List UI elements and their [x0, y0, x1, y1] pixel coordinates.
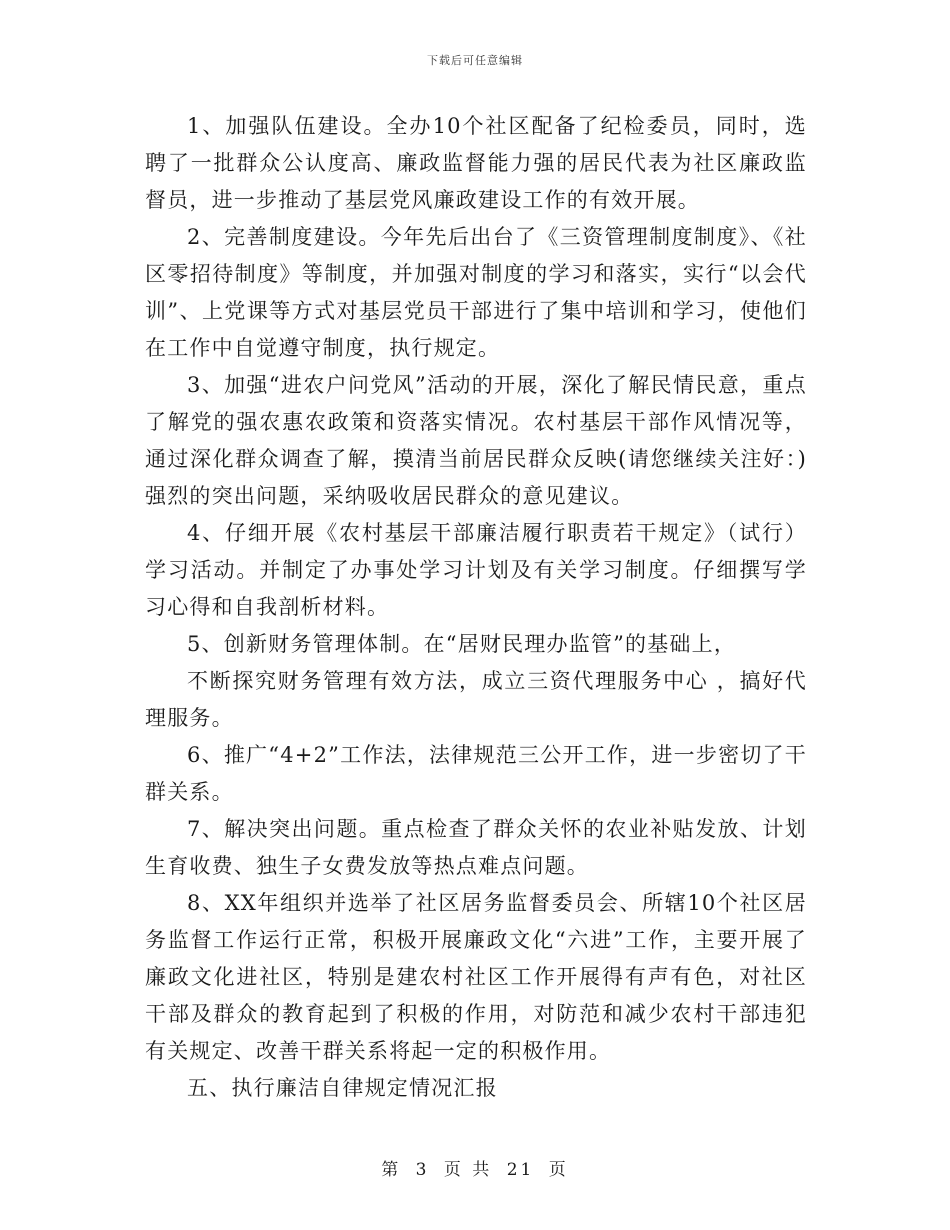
footer-prefix: 第	[381, 1160, 402, 1180]
footer-middle: 页 共	[443, 1160, 493, 1180]
footer-total-pages: 21	[506, 1160, 535, 1180]
paragraph-8: 8、XX年组织并选举了社区居务监督委员会、所辖10个社区居务监督工作运行正常，积极开展廉政文化“六进”工作，主要开展了廉政文化进社区，特别是建农村社区工作开展得有声有色，对社区干部及群众的教育起到了积极的作用，对防范和减少农村干部违犯有关规定、改善干群关系将起一定的积极作用。	[145, 891, 807, 1063]
paragraph-5: 5、创新财务管理体制。在“居财民理办监管”的基础上，	[187, 632, 737, 656]
page-footer	[0, 1155, 950, 1180]
paragraph-6: 6、推广“4+2”工作法，法律规范三公开工作，进一步密切了干群关系。	[145, 743, 807, 804]
paragraph-1: 1、加强队伍建设。全办10个社区配备了纪检委员，同时，选聘了一批群众公认度高、廉政监督能力强的居民代表为社区廉政监督员，进一步推动了基层党风廉政建设工作的有效开展。	[145, 114, 807, 212]
header-note: 下载后可任意编辑	[427, 54, 523, 67]
paragraph-3: 3、加强“进农户问党风”活动的开展，深化了解民情民意，重点了解党的强农惠农政策和资落实情况。农村基层干部作风情况等，通过深化群众调查了解，摸清当前居民群众反映(请您继续关注好：)强烈的突出问题，采纳吸收居民群众的意见建议。	[145, 373, 807, 508]
paragraph-4: 4、仔细开展《农村基层干部廉洁履行职责若干规定》（试行）学习活动。并制定了办事处学习计划及有关学习制度。仔细撰写学习心得和自我剖析材料。	[145, 521, 807, 619]
paragraph-7: 7、解决突出问题。重点检查了群众关怀的农业补贴发放、计划生育收费、独生子女费发放等热点难点问题。	[145, 817, 807, 878]
section-heading-5: 五、执行廉洁自律规定情况汇报	[187, 1076, 498, 1100]
footer-page-number: 3	[415, 1160, 430, 1180]
paragraph-5-continued: 不断探究财务管理有效方法，成立三资代理服务中心 ，搞好代理服务。	[145, 669, 807, 730]
document-body	[145, 108, 807, 1107]
footer-suffix: 页	[548, 1160, 569, 1180]
paragraph-2: 2、完善制度建设。今年先后出台了《三资管理制度制度》、《社区零招待制度》等制度，并加强对制度的学习和落实，实行“以会代训”、上党课等方式对基层党员干部进行了集中培训和学习，使他们在工作中自觉遵守制度，执行规定。	[145, 225, 807, 360]
